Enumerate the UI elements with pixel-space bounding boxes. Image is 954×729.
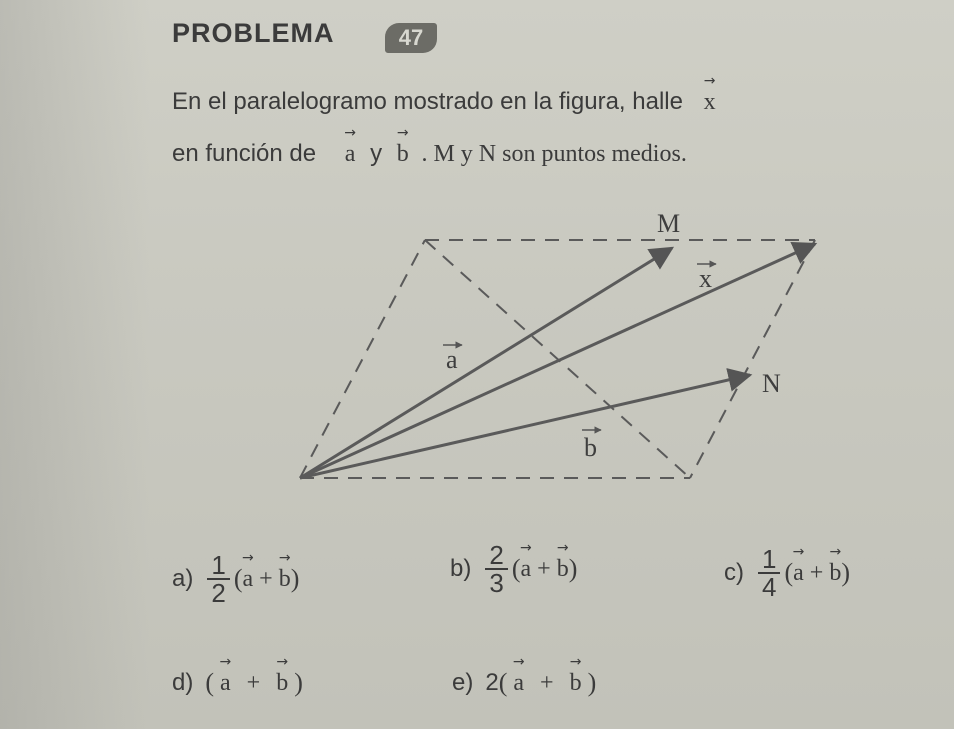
option-a: a) $\frac{1}{2}$ ( → a + → b ) [172, 552, 299, 606]
parallelogram-diagonal [425, 240, 690, 478]
option-vector-a: → a [242, 566, 253, 593]
option-vector-b: → b [570, 670, 582, 697]
vector-label-x: x [699, 264, 712, 293]
option-letter: b) [450, 555, 472, 582]
point-label-n: N [762, 369, 781, 398]
vector-x-arrow [300, 244, 815, 478]
vector-a-symbol: → a [345, 141, 356, 168]
vector-label-b: b [584, 433, 597, 462]
option-vector-b: → b [276, 670, 288, 697]
vector-b-arrow [300, 375, 750, 478]
option-fraction: $\frac{2}{3}$ [485, 542, 507, 596]
option-letter: e) [452, 669, 474, 696]
vector-x-symbol: → x [704, 89, 716, 116]
option-d: d) ( → a + → b ) [172, 668, 303, 698]
vector-b-symbol: → b [397, 141, 409, 168]
vector-a-arrow [300, 248, 672, 478]
option-letter: c) [724, 559, 744, 586]
statement-text: . M y N son puntos medios. [421, 141, 687, 167]
option-letter: d) [172, 669, 194, 696]
conjunction: y [370, 140, 383, 167]
parallelogram-left-edge [300, 240, 425, 478]
point-label-m: M [657, 209, 681, 238]
option-b: b) $\frac{2}{3}$ ( → a + → b ) [450, 542, 577, 596]
option-fraction: $\frac{1}{4}$ [758, 546, 780, 600]
option-vector-b: → b [279, 566, 291, 593]
option-vector-a: → a [220, 670, 231, 697]
option-vector-a: → a [520, 556, 531, 583]
option-e: e) 2 ( → a + → b ) [452, 668, 596, 698]
statement-text: En el paralelogramo mostrado en la figura, halle [172, 88, 683, 115]
option-c: c) $\frac{1}{4}$ ( → a + → b ) [724, 546, 850, 600]
option-letter: a) [172, 565, 194, 592]
option-vector-a: → a [513, 670, 524, 697]
option-fraction: $\frac{1}{2}$ [207, 552, 229, 606]
problem-number-badge: 47 [385, 23, 437, 53]
option-coefficient: 2 [485, 669, 499, 696]
option-vector-b: → b [557, 556, 569, 583]
vector-label-a: a [446, 345, 458, 374]
problem-heading: PROBLEMA [172, 18, 335, 48]
option-vector-b: → b [829, 560, 841, 587]
option-vector-a: → a [793, 560, 804, 587]
statement-text: en función de [172, 140, 317, 167]
